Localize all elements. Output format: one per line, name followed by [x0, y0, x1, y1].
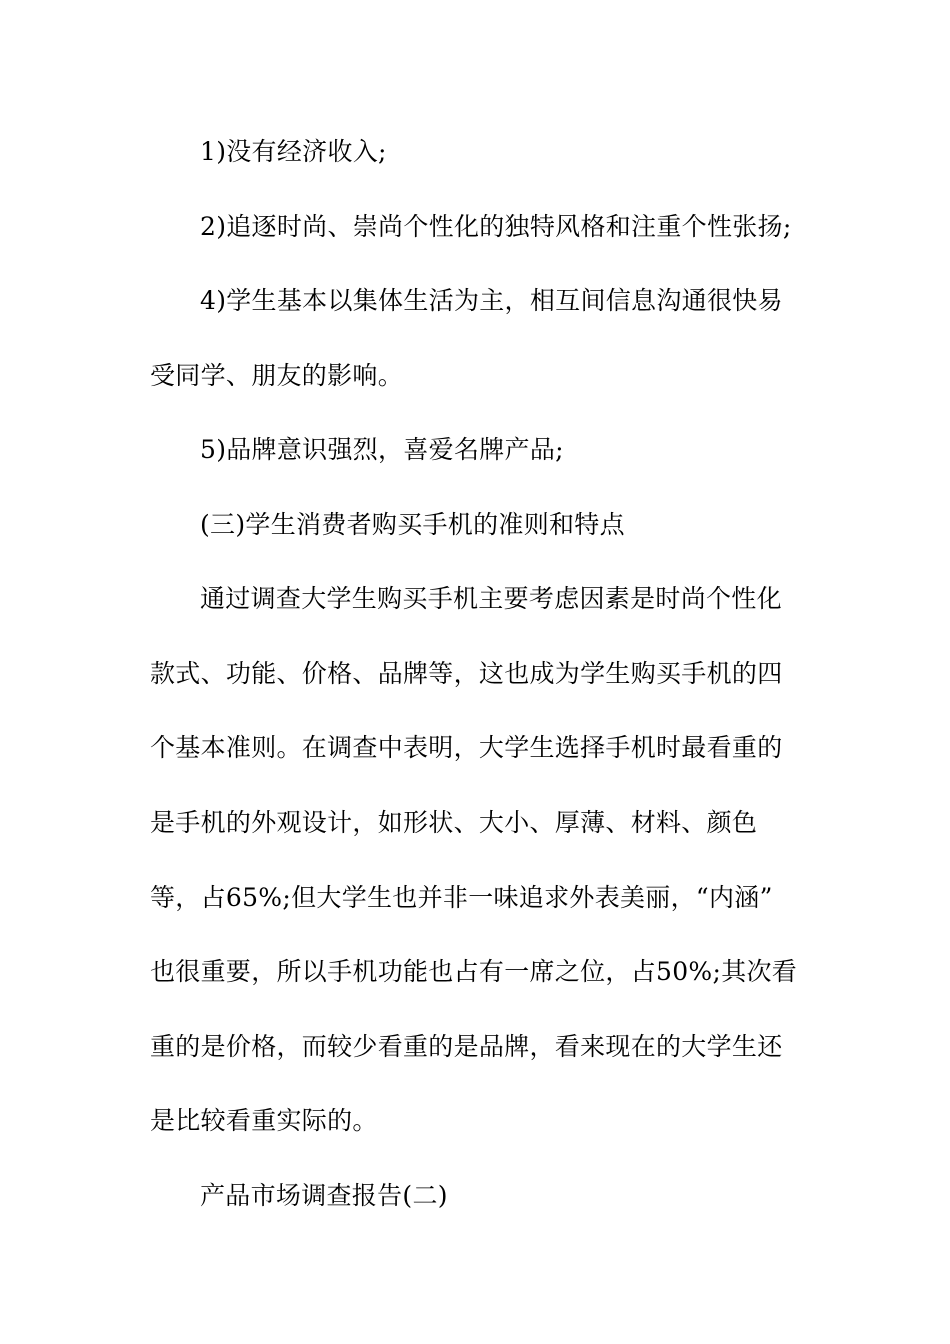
section-heading: (三)学生消费者购买手机的准则和特点: [200, 510, 625, 539]
text-line: 5)品牌意识强烈，喜爱名牌产品;: [200, 435, 564, 464]
text-line: 4)学生基本以集体生活为主，相互间信息沟通很快易: [200, 286, 783, 315]
text-line: 个基本准则。在调查中表明，大学生选择手机时最看重的: [150, 733, 783, 762]
text-line: 2)追逐时尚、崇尚个性化的独特风格和注重个性张扬;: [200, 212, 792, 241]
text-line: 通过调查大学生购买手机主要考虑因素是时尚个性化: [200, 584, 782, 613]
text-line: 重的是价格，而较少看重的是品牌，看来现在的大学生还: [150, 1032, 783, 1061]
text-line: 受同学、朋友的影响。: [150, 361, 404, 390]
text-line: 等，占65%;但大学生也并非一味追求外表美丽，“内涵”: [150, 883, 773, 912]
text-line: 是比较看重实际的。: [150, 1106, 378, 1135]
text-line: 款式、功能、价格、品牌等，这也成为学生购买手机的四: [150, 659, 783, 688]
text-line: 也很重要，所以手机功能也占有一席之位，占50%;其次看: [150, 957, 798, 986]
text-line: 1)没有经济收入;: [200, 137, 387, 166]
text-line: 是手机的外观设计，如形状、大小、厚薄、材料、颜色: [150, 808, 758, 837]
report-title: 产品市场调查报告(二): [200, 1181, 448, 1210]
